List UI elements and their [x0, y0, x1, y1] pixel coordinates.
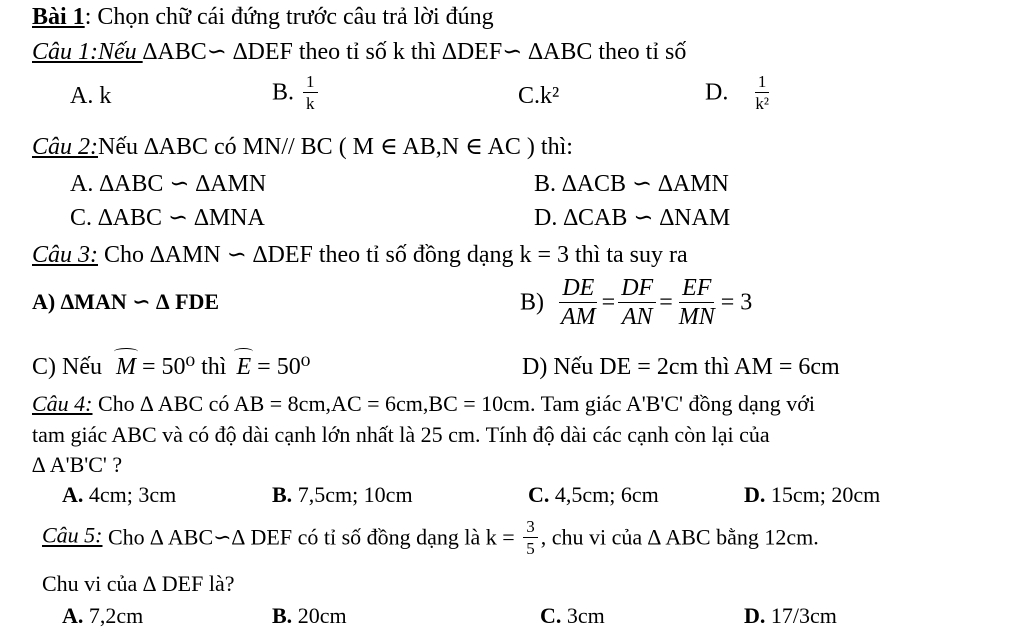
q3-option-c: C) Nếu M = 50⁰ thì E = 50⁰	[32, 354, 311, 380]
q4-option-b: B. 7,5cm; 10cm	[272, 482, 413, 507]
question-2-label: Câu 2:	[32, 134, 98, 160]
q1-option-b: B. $\frac{1}{k}$	[272, 73, 321, 112]
q3-option-a: A) ∆MAN ∽ ∆ FDE	[32, 289, 220, 314]
question-5-label: Câu 5:	[42, 522, 103, 548]
question-4	[32, 393, 815, 415]
q5-option-b: B. 20cm	[272, 603, 347, 628]
exercise-instruction: : Chọn chữ cái đứng trước câu trả lời đúng	[84, 4, 494, 30]
q1-option-a: A. k	[70, 83, 112, 109]
q1-option-c: C.k²	[518, 83, 560, 109]
q2-option-c: C. ∆ABC ∽ ∆MNA	[70, 205, 265, 231]
q2-option-b: B. ∆ACB ∽ ∆AMN	[534, 171, 729, 197]
question-4-label: Câu 4:	[32, 391, 93, 416]
exercise-title	[32, 5, 494, 29]
q1-option-d-fraction: $\frac{1}{\text{k²}}$	[755, 72, 769, 113]
q3-fraction-ef-mn: $\frac{EF}{MN}$	[678, 275, 715, 330]
q2-option-d: D. ∆CAB ∽ ∆NAM	[534, 205, 731, 231]
angle-e-hat: E	[236, 354, 252, 380]
q5-option-d: D. 17/3cm	[744, 603, 837, 628]
exercise-label: Bài 1	[32, 4, 85, 30]
question-4-text-1: Cho ∆ ABC có AB = 8cm,AC = 6cm,BC = 10cm. Tam giác A'B'C' đồng dạng với	[92, 391, 815, 416]
q3-fraction-df-an: $\frac{DF}{AN}$	[618, 276, 656, 329]
q5-ratio-fraction: $\frac{3}{5}$	[523, 518, 538, 557]
q3-fraction-de-am: $\frac{DE}{AM}$	[561, 275, 596, 330]
question-1	[32, 40, 686, 64]
question-2-text: Nếu ∆ABC có MN// BC ( M ∈ AB,N ∈ AC ) thì:	[98, 134, 573, 160]
question-3	[32, 243, 688, 267]
question-5: Câu 5: Cho ∆ ABC∽∆ DEF có tỉ số đồng dạng là k = $\frac{3}{5}$ , chu vi của ∆ ABC bằng 12cm.	[42, 517, 819, 558]
question-4-text-2: tam giác ABC và có độ dài cạnh lớn nhất là 25 cm. Tính độ dài các cạnh còn lại của	[32, 422, 770, 447]
question-3-text: Cho ∆AMN ∽ ∆DEF theo tỉ số đồng dạng k = 3 thì ta suy ra	[98, 242, 688, 268]
question-5-text-2: Chu vi của ∆ DEF là?	[42, 571, 235, 596]
q5-option-c: C. 3cm	[540, 603, 605, 628]
q1-option-b-fraction: $\frac{1}{k}$	[303, 73, 318, 112]
q4-option-a: A. 4cm; 3cm	[62, 482, 177, 507]
q3-option-d: D) Nếu DE = 2cm thì AM = 6cm	[522, 354, 840, 380]
q2-option-a: A. ∆ABC ∽ ∆AMN	[70, 171, 267, 197]
q4-option-c: C. 4,5cm; 6cm	[528, 482, 659, 507]
q5-option-a: A. 7,2cm	[62, 603, 144, 628]
question-3-label: Câu 3:	[32, 242, 98, 268]
question-1-label: Câu 1:Nếu	[32, 39, 143, 65]
angle-m-hat: M	[115, 354, 136, 380]
question-4-text-3: ∆ A'B'C' ?	[32, 452, 123, 477]
q1-option-d: D. $\frac{1}{\text{k²}}$	[705, 73, 775, 112]
question-5-text: Cho ∆ ABC∽∆ DEF có tỉ số đồng dạng là k =	[102, 524, 515, 550]
q3-option-b: B) $\frac{DE}{AM}$ = $\frac{DF}{AN}$ = $\frac{EF}{MN}$ = 3	[520, 275, 753, 330]
question-1-text: ∆ABC∽ ∆DEF theo tỉ số k thì ∆DEF∽ ∆ABC theo tỉ số	[142, 39, 687, 65]
q4-option-d: D. 15cm; 20cm	[744, 482, 881, 507]
question-2	[32, 135, 573, 159]
